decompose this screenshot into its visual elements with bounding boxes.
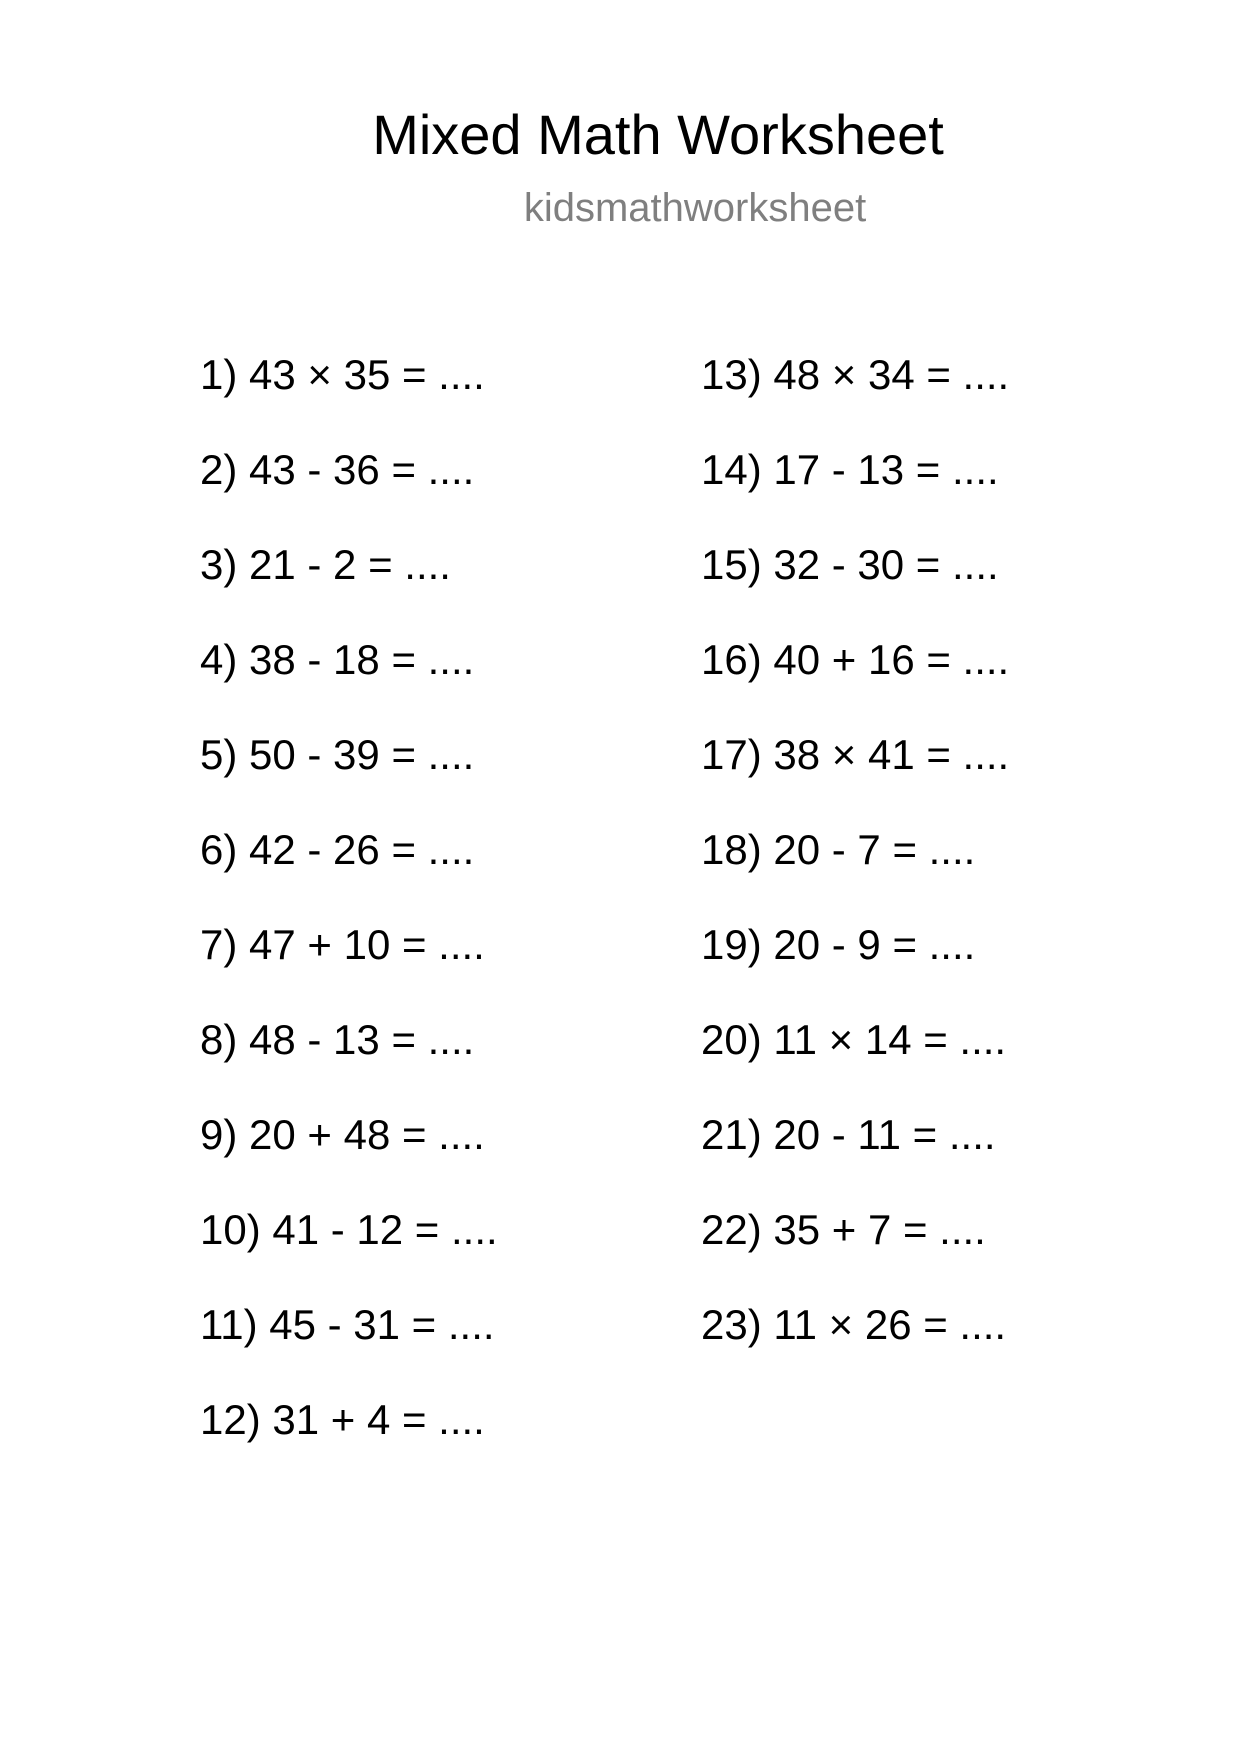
problem-item: 3) 21 - 2 = ....	[200, 541, 451, 588]
problem-item: 19) 20 - 9 = ....	[701, 921, 976, 968]
problem-column-left	[200, 347, 680, 1487]
problem-item: 15) 32 - 30 = ....	[701, 541, 999, 588]
problem-item: 18) 20 - 7 = ....	[701, 826, 976, 873]
problem-item: 11) 45 - 31 = ....	[200, 1301, 495, 1348]
problem-item: 14) 17 - 13 = ....	[701, 446, 999, 493]
problem-item: 1) 43 × 35 = ....	[200, 351, 485, 398]
problem-item: 10) 41 - 12 = ....	[200, 1206, 498, 1253]
problem-column-right	[701, 347, 1181, 1392]
problem-item: 9) 20 + 48 = ....	[200, 1111, 485, 1158]
problem-item: 22) 35 + 7 = ....	[701, 1206, 986, 1253]
problem-item: 2) 43 - 36 = ....	[200, 446, 475, 493]
problem-item: 17) 38 × 41 = ....	[701, 731, 1010, 778]
page-title: Mixed Math Worksheet	[372, 103, 944, 166]
problem-item: 13) 48 × 34 = ....	[701, 351, 1010, 398]
problem-item: 16) 40 + 16 = ....	[701, 636, 1010, 683]
problem-item: 20) 11 × 14 = ....	[701, 1016, 1007, 1063]
page-subtitle: kidsmathworksheet	[523, 186, 867, 230]
problem-item: 5) 50 - 39 = ....	[200, 731, 475, 778]
problem-item: 4) 38 - 18 = ....	[200, 636, 475, 683]
problem-item: 12) 31 + 4 = ....	[200, 1396, 485, 1443]
problem-item: 21) 20 - 11 = ....	[701, 1111, 996, 1158]
problem-item: 23) 11 × 26 = ....	[701, 1301, 1007, 1348]
problem-item: 6) 42 - 26 = ....	[200, 826, 475, 873]
problem-item: 7) 47 + 10 = ....	[200, 921, 485, 968]
problem-item: 8) 48 - 13 = ....	[200, 1016, 475, 1063]
